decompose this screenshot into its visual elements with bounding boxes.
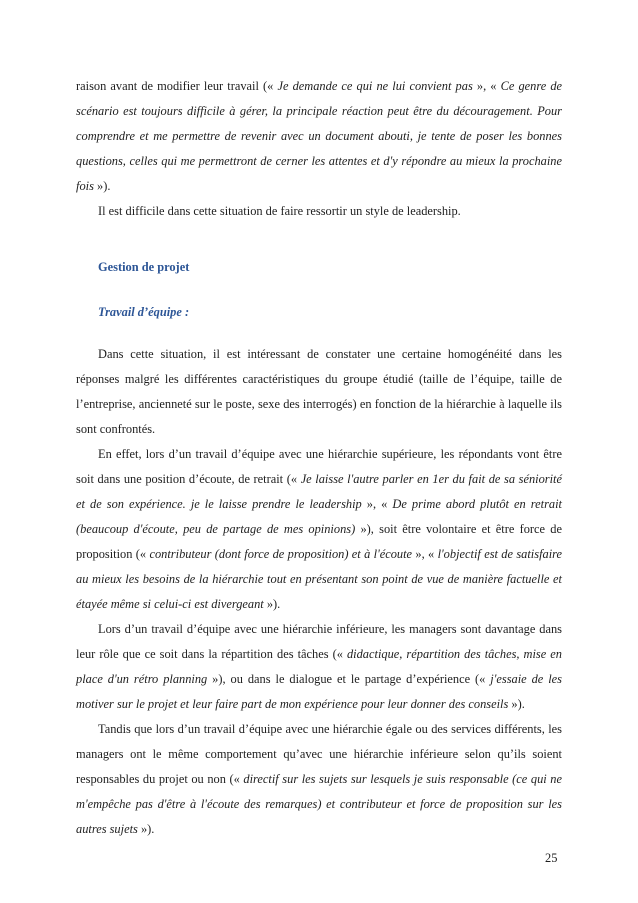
paragraph-5 [76,617,562,717]
section-heading: Gestion de projet [98,260,190,274]
quote-text: Ce genre de scénario est toujours difficile à gérer, la principale réaction peut être du découragement. Pour comprendre et me permettre de revenir avec un document abouti, je tente de poser les bonnes questions, celles qui me permettront de cerner les attentes et d'y répondre au mieux la prochaine fois [76,79,563,193]
body-text: »). [93,179,111,193]
page-body [76,74,562,842]
body-text: »). [137,822,155,836]
body-text: », « [361,497,393,511]
body-text: Tandis que lors d’un travail d’équipe avec une hiérarchie égale ou des services différents, les managers ont le même comportement qu’avec une hiérarchie inférieure selon qu’ils soient responsables du projet ou non (« [76,722,562,786]
body-text: En effet, lors d’un travail d’équipe avec une hiérarchie supérieure, les répondants vont être soit dans une position d’écoute, de retrait (« [76,447,562,486]
paragraph-3 [76,342,562,442]
page-number: 25 [545,851,558,865]
body-text: Lors d’un travail d’équipe avec une hiérarchie inférieure, les managers sont davantage dans leur rôle que ce soit dans la répartition des tâches (« [76,622,562,661]
paragraph-6 [76,717,562,842]
quote-text: directif sur les sujets sur lesquels je suis responsable (ce qui ne m'empêche pas d'être à l'écoute des remarques) et contributeur et force de proposition sur les autres sujets [76,772,562,836]
body-text: raison avant de modifier leur travail (« [76,79,278,93]
subsection-heading: Travail d’équipe : [98,305,190,319]
paragraph-1 [76,74,562,199]
body-text: »). [263,597,281,611]
quote-text: De prime abord plutôt en retrait (beaucoup d'écoute, peu de partage de mes opinions) [76,497,562,536]
quote-text: Je demande ce qui ne lui convient pas [277,79,473,93]
paragraph-4 [76,442,562,617]
quote-text: j'essaie de les motiver sur le projet et leur faire part de mon expérience pour leur donner des conseils [76,672,562,711]
body-text: », « [472,79,501,93]
body-text: »), soit être volontaire et être force de proposition (« [76,522,562,561]
body-text: »), ou dans le dialogue et le partage d’expérience (« [207,672,491,686]
body-text: Dans cette situation, il est intéressant de constater une certaine homogénéité dans les réponses malgré les différentes caractéristiques du groupe étudié (taille de l’équipe, taille de l’entreprise, ancienneté sur le poste, sexe des interrogés) en fonction de la hiérarchie à laquelle ils sont confrontés. [76,347,562,436]
quote-text: contributeur (dont force de proposition) et à l'écoute [149,547,413,561]
spacer [76,224,562,255]
spacer [76,325,562,342]
quote-text: didactique, répartition des tâches, mise en place d'un rétro planning [76,647,563,686]
quote-text: Je laisse l'autre parler en 1er du fait de sa séniorité et de son expérience. je le laisse prendre le leadership [76,472,562,511]
body-text: »). [508,697,525,711]
quote-text: l'objectif est de satisfaire au mieux les besoins de la hiérarchie tout en présentant son point de vue de manière factuelle et étayée même si celui-ci est divergeant [76,547,563,611]
body-text: Il est difficile dans cette situation de faire ressortir un style de leadership. [98,204,461,218]
spacer [76,280,562,300]
body-text: », « [412,547,438,561]
paragraph-2 [76,199,562,224]
